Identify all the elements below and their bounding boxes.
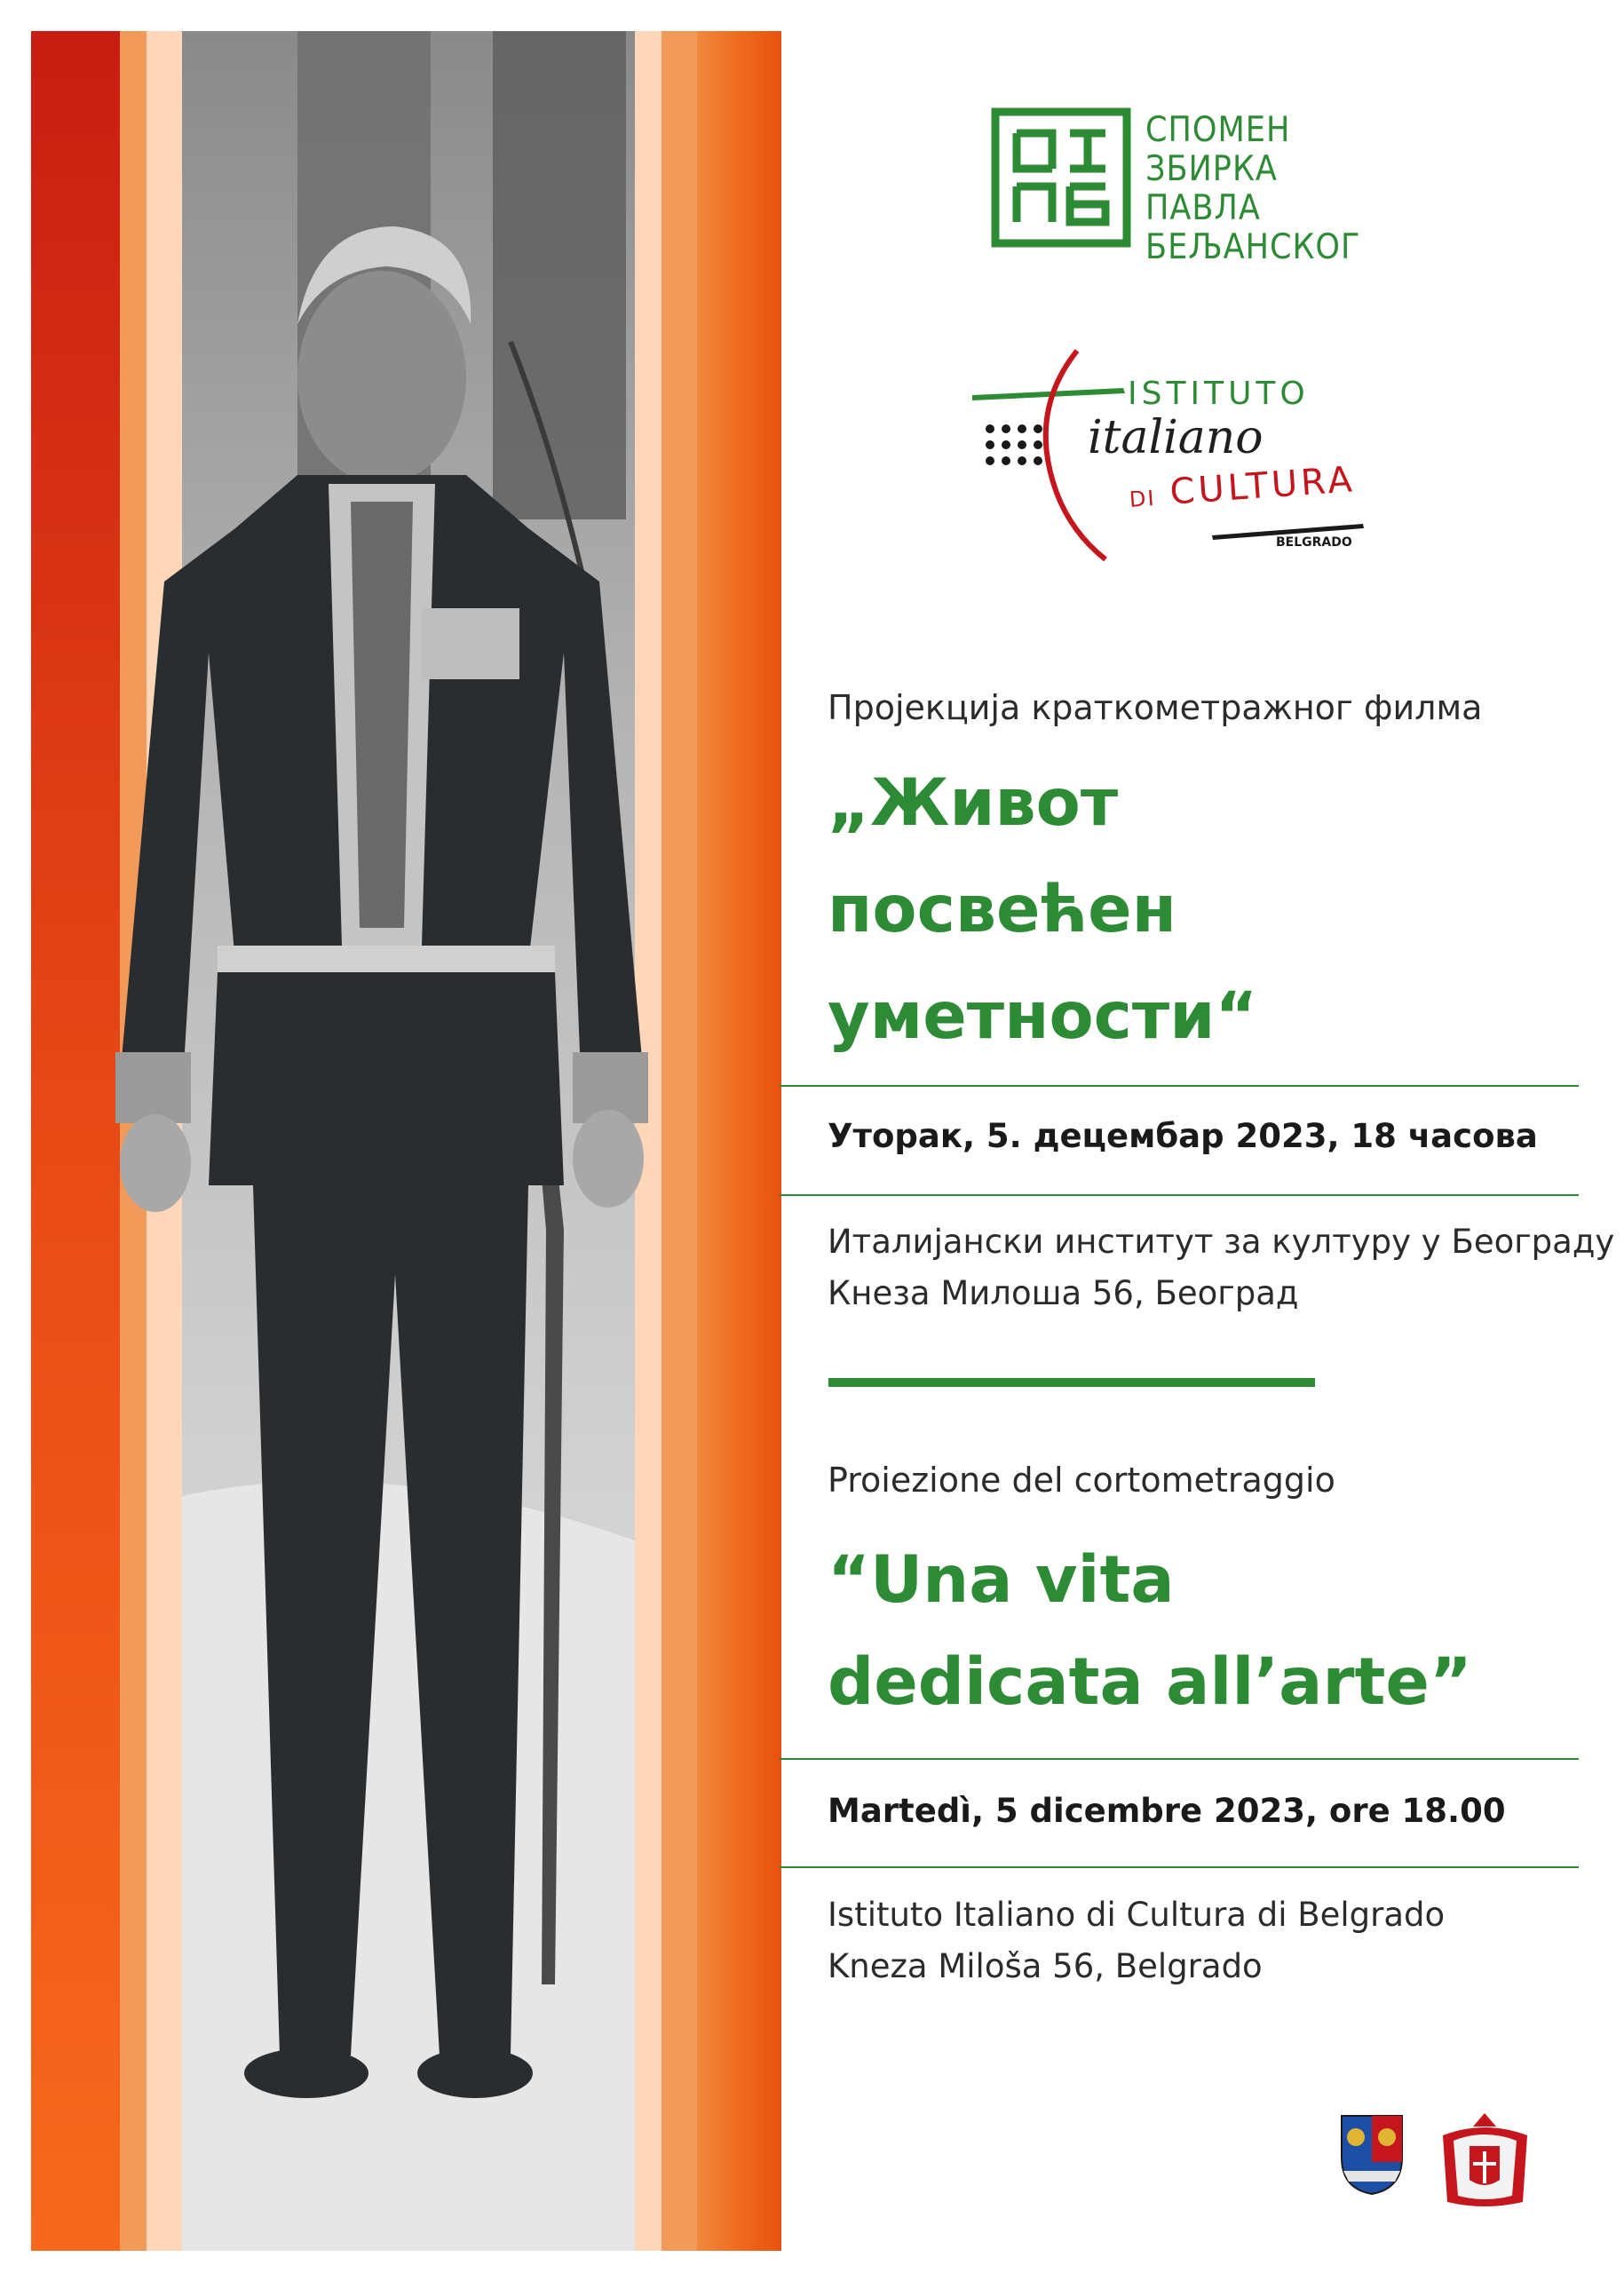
istituto-italiano-logo (972, 342, 1381, 564)
italian-venue-line-2: Kneza Miloša 56, Belgrado (828, 1947, 1263, 1985)
serbian-venue-line-2: Кнеза Милоша 56, Београд (828, 1274, 1299, 1312)
spomen-line-2: ЗБИРКА (1145, 149, 1278, 189)
vojvodina-coat-of-arms-icon (1336, 2109, 1407, 2198)
rule-1 (780, 1085, 1579, 1087)
serbian-subtitle: Пројекција краткометражног филма (828, 688, 1483, 727)
italian-title-line-2: dedicata all’arte” (828, 1644, 1472, 1720)
italian-venue-line-1: Istituto Italiano di Cultura di Belgrado (828, 1896, 1446, 1934)
portrait-panel (31, 31, 781, 2251)
istituto-word: ISTITUTO (1128, 376, 1310, 412)
serbian-title-line-2: посвећен (828, 872, 1177, 947)
italiano-word: italiano (1088, 411, 1264, 464)
cultura-word: CULTURA (1168, 459, 1358, 513)
spomen-zbirka-monogram-icon (990, 107, 1132, 249)
portrait-photo-icon (31, 31, 781, 2251)
rule-2 (780, 1194, 1579, 1196)
spomen-line-1: СПОМЕН (1145, 110, 1291, 150)
language-divider (828, 1378, 1315, 1387)
serbian-title-line-3: уметности“ (828, 978, 1258, 1054)
di-word: DI (1128, 485, 1157, 512)
spomen-zbirka-name (1145, 111, 1360, 267)
italian-date: Martedì, 5 dicembre 2023, ore 18.00 (828, 1792, 1506, 1830)
serbian-venue-line-1: Италијански институт за културу у Београду (828, 1223, 1615, 1261)
italian-title-line-1: “Una vita (828, 1542, 1175, 1618)
belgrado-word: BELGRADO (1276, 535, 1352, 550)
spomen-zbirka-logo (990, 107, 1416, 267)
serbia-coat-of-arms-icon (1434, 2109, 1536, 2211)
italian-subtitle: Proiezione del cortometraggio (828, 1461, 1335, 1500)
rule-3 (780, 1758, 1579, 1760)
spomen-line-3: ПАВЛА (1145, 188, 1261, 228)
spomen-line-4: БЕЉАНСКОГ (1145, 227, 1361, 267)
rule-4 (780, 1866, 1579, 1868)
serbian-date: Уторак, 5. децембар 2023, 18 часова (828, 1117, 1538, 1155)
serbian-title-line-1: „Живот (828, 765, 1119, 841)
